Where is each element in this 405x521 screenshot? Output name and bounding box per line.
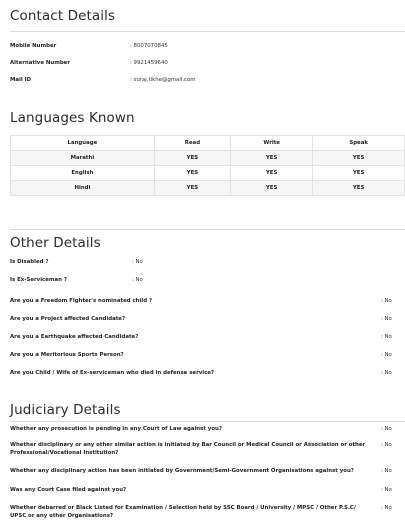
languages-table <box>10 135 405 196</box>
languages-known-heading: Languages Known <box>10 110 135 126</box>
disciplinary-government-answer: : No <box>381 468 392 474</box>
write-cell: YES <box>231 181 313 196</box>
write-cell: YES <box>231 166 313 181</box>
speak-cell: YES <box>313 181 405 196</box>
freedom-fighter-answer: : No <box>381 298 392 304</box>
divider <box>10 229 405 230</box>
is-disabled-value: : No <box>132 259 143 265</box>
read-cell: YES <box>154 151 230 166</box>
disciplinary-council-answer: : No <box>381 442 392 448</box>
table-row <box>11 166 405 181</box>
sports-person-question: Are you a Meritorious Sports Person? <box>10 352 124 358</box>
read-cell: YES <box>154 166 230 181</box>
project-affected-answer: : No <box>381 316 392 322</box>
alternative-number-value: : 9921459640 <box>130 60 168 66</box>
speak-cell: YES <box>313 166 405 181</box>
judiciary-details-heading: Judiciary Details <box>10 402 121 418</box>
divider <box>10 421 405 422</box>
prosecution-pending-question: Whether any prosecution is pending in any Court of Law against you? <box>10 426 222 432</box>
earthquake-affected-question: Are you a Earthquake affected Candidate? <box>10 334 139 340</box>
table-header-row <box>11 136 405 151</box>
court-case-answer: : No <box>381 487 392 493</box>
sports-person-answer: : No <box>381 352 392 358</box>
write-cell: YES <box>231 151 313 166</box>
court-case-question: Was any Court Case filed against you? <box>10 487 127 493</box>
language-cell: Hindi <box>11 181 155 196</box>
is-ex-serviceman-label: Is Ex-Serviceman ? <box>10 277 67 283</box>
language-cell: English <box>11 166 155 181</box>
earthquake-affected-answer: : No <box>381 334 392 340</box>
table-row <box>11 151 405 166</box>
project-affected-question: Are you a Project affected Candidate? <box>10 316 126 322</box>
contact-details-heading: Contact Details <box>10 8 116 24</box>
table-row <box>11 181 405 196</box>
ex-serviceman-child-question: Are you Child / Wife of Ex-serviceman who died in defense service? <box>10 370 215 376</box>
mail-id-value: : suraj.tikhe@gmail.com <box>130 77 196 83</box>
is-disabled-label: Is Disabled ? <box>10 259 49 265</box>
language-cell: Marathi <box>11 151 155 166</box>
other-details-heading: Other Details <box>10 235 101 251</box>
ex-serviceman-child-answer: : No <box>381 370 392 376</box>
debarred-blacklisted-answer: : No <box>381 505 392 511</box>
read-cell: YES <box>154 181 230 196</box>
debarred-blacklisted-question: Whether debarred or Black Listed for Examination / Selection held by SSC Board / University / MPSC / Other P.S.C/ UPSC or any other Organisations? <box>10 505 356 519</box>
alternative-number-label: Alternative Number <box>10 60 70 66</box>
column-header-speak: Speak <box>313 136 405 151</box>
speak-cell: YES <box>313 151 405 166</box>
mail-id-label: Mail ID <box>10 77 32 83</box>
disciplinary-council-question: Whether disciplinary or any other similar action is initiated by Bar Council or Medical Council or Association or other Professional/Vocational Institution? <box>10 442 366 456</box>
column-header-language: Language <box>11 136 155 151</box>
disciplinary-government-question: Whether any disciplinary action has been initiated by Government/Semi-Government Organisations against you? <box>10 468 354 474</box>
prosecution-pending-answer: : No <box>381 426 392 432</box>
is-ex-serviceman-value: : No <box>132 277 143 283</box>
divider <box>10 31 405 32</box>
column-header-write: Write <box>231 136 313 151</box>
column-header-read: Read <box>154 136 230 151</box>
mobile-number-label: Mobile Number <box>10 43 57 49</box>
mobile-number-value: : 8007070845 <box>130 43 168 49</box>
freedom-fighter-question: Are you a Freedom Fighter's nominated child ? <box>10 298 153 304</box>
